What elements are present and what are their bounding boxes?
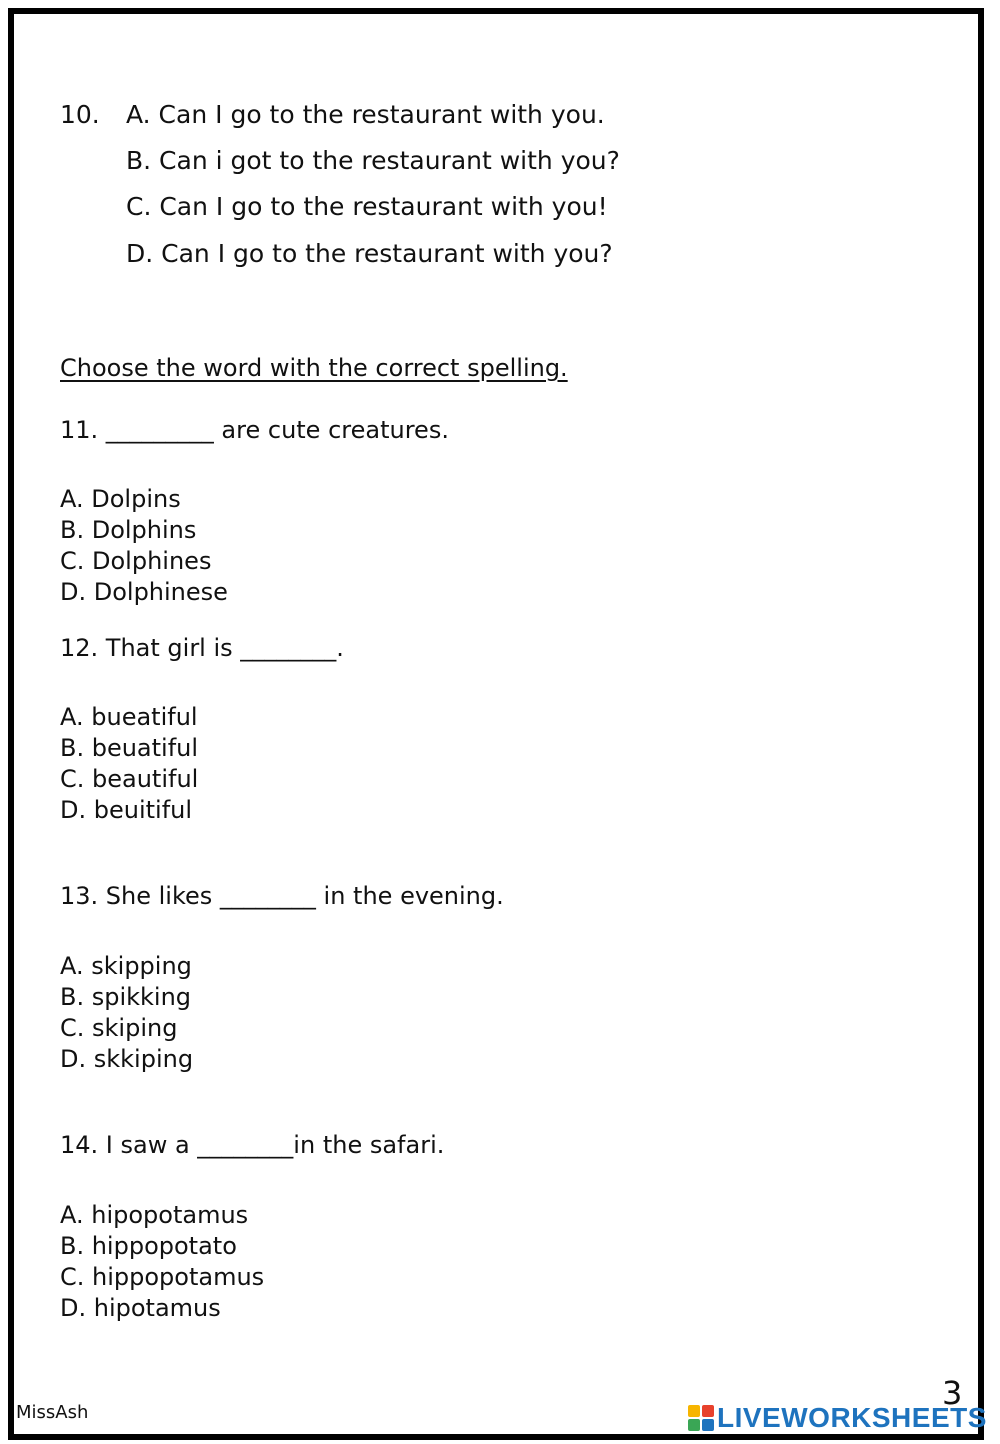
logo-square-icon	[702, 1405, 714, 1417]
question-13-option-a[interactable]: A. skipping	[60, 952, 192, 980]
question-10-option-b[interactable]: B. Can i got to the restaurant with you?	[126, 146, 620, 175]
logo-square-icon	[702, 1419, 714, 1431]
question-11-option-c[interactable]: C. Dolphines	[60, 547, 212, 575]
question-13-options	[60, 951, 193, 1075]
question-12-option-a[interactable]: A. bueatiful	[60, 703, 198, 731]
question-13-option-d[interactable]: D. skkiping	[60, 1045, 194, 1073]
liveworksheets-logo	[688, 1402, 987, 1434]
question-14-options	[60, 1200, 264, 1324]
question-12-option-b[interactable]: B. beuatiful	[60, 734, 199, 762]
question-11-text: 11. _________ are cute creatures.	[60, 416, 449, 444]
section-instruction: Choose the word with the correct spelling.	[60, 354, 568, 382]
question-13-option-c[interactable]: C. skiping	[60, 1014, 178, 1042]
question-10-number: 10.	[60, 100, 100, 129]
question-10-option-d[interactable]: D. Can I go to the restaurant with you?	[126, 239, 613, 268]
question-14-option-b[interactable]: B. hippopotato	[60, 1232, 237, 1260]
question-14-option-c[interactable]: C. hippopotamus	[60, 1263, 265, 1291]
question-14-option-a[interactable]: A. hipopotamus	[60, 1201, 249, 1229]
question-12-option-c[interactable]: C. beautiful	[60, 765, 199, 793]
question-14-text: 14. I saw a ________in the safari.	[60, 1131, 445, 1159]
question-12-options	[60, 702, 198, 826]
question-11-option-d[interactable]: D. Dolphinese	[60, 578, 228, 606]
question-10-option-c[interactable]: C. Can I go to the restaurant with you!	[126, 192, 608, 221]
question-11-option-b[interactable]: B. Dolphins	[60, 516, 197, 544]
logo-square-icon	[688, 1419, 700, 1431]
question-12-option-d[interactable]: D. beuitiful	[60, 796, 193, 824]
question-10-option-a[interactable]: A. Can I go to the restaurant with you.	[126, 100, 605, 129]
question-13-text: 13. She likes ________ in the evening.	[60, 882, 504, 910]
liveworksheets-logo-text: LIVEWORKSHEETS	[717, 1402, 987, 1433]
question-11-options	[60, 484, 228, 608]
author-signature: MissAsh	[16, 1402, 89, 1423]
logo-square-icon	[688, 1405, 700, 1417]
question-13-option-b[interactable]: B. spikking	[60, 983, 192, 1011]
question-11-option-a[interactable]: A. Dolpins	[60, 485, 181, 513]
question-12-text: 12. That girl is ________.	[60, 634, 344, 662]
question-14-option-d[interactable]: D. hipotamus	[60, 1294, 221, 1322]
page-number: 3	[942, 1374, 963, 1412]
liveworksheets-logo-icon	[688, 1405, 714, 1431]
